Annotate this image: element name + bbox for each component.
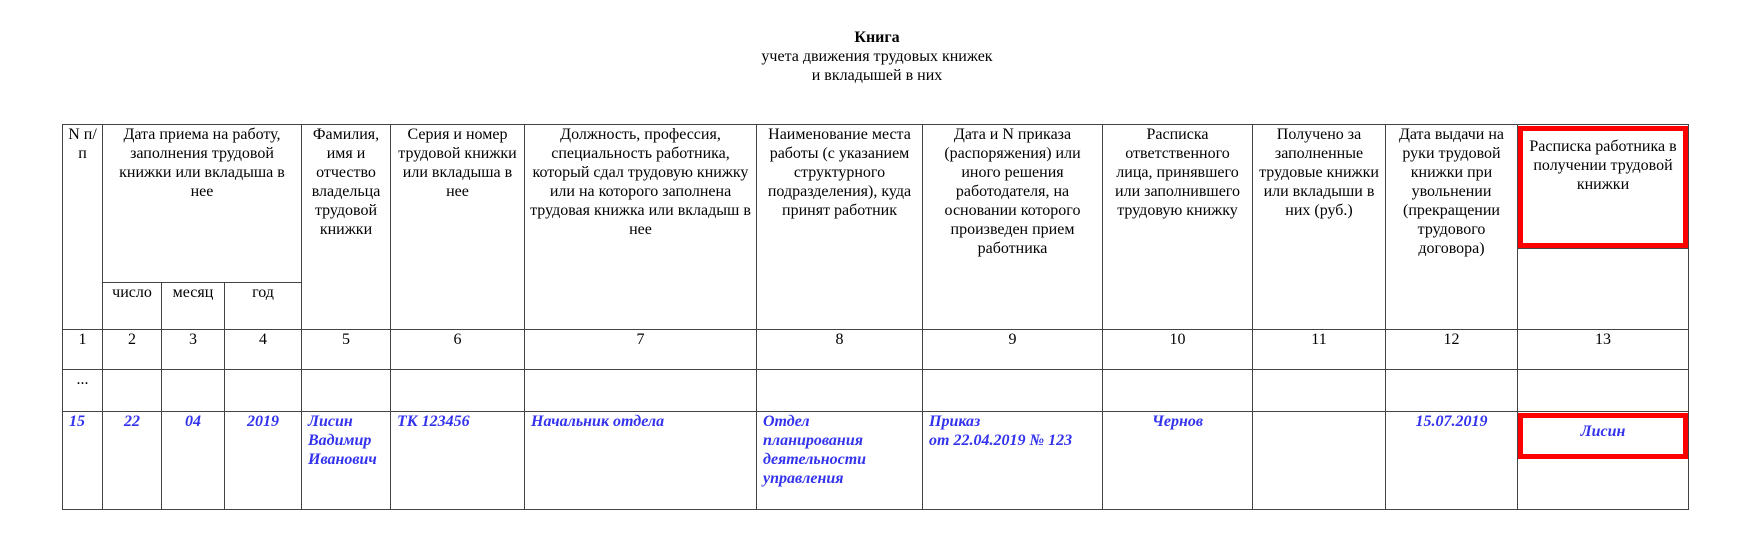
entry-signature: Лисин — [1580, 423, 1626, 440]
entry-row — [63, 412, 1689, 510]
entry-workplace-line: управления — [763, 470, 844, 487]
entry-workplace-line: деятельности — [763, 451, 867, 468]
empty-cell — [525, 370, 757, 412]
header-book-series: Серия и номер трудовой книжки или вкладыша в нее — [391, 125, 525, 330]
header-row — [63, 125, 1689, 283]
document-title — [0, 28, 1754, 85]
header-employee-receipt-label: Расписка работника в получении трудовой книжки — [1529, 138, 1677, 193]
entry-workplace-line: Отдел — [763, 413, 810, 430]
entry-day: 22 — [103, 412, 162, 510]
column-number: 11 — [1253, 330, 1386, 370]
entry-book-number: ТК 123456 — [391, 412, 525, 510]
column-number: 2 — [103, 330, 162, 370]
entry-issue-date: 15.07.2019 — [1386, 412, 1518, 510]
header-paid: Получено за заполненные трудовые книжки или вкладыши в них (руб.) — [1253, 125, 1386, 330]
column-number: 1 — [63, 330, 103, 370]
entry-signature-cell — [1518, 412, 1689, 510]
entry-order-title: Приказ — [929, 413, 981, 430]
empty-cell — [923, 370, 1103, 412]
empty-cell — [1518, 370, 1689, 412]
empty-cell — [162, 370, 225, 412]
subheader-month: месяц — [162, 283, 225, 330]
column-number-row — [63, 330, 1689, 370]
header-position: Должность, профессия, специальность работника, который сдал трудовую книжку или на которого заполнена трудовая книжка или вкладыш в нее — [525, 125, 757, 330]
header-employee-receipt — [1518, 125, 1689, 330]
title-line-3: и вкладышей в них — [811, 67, 943, 84]
entry-responsible: Чернов — [1103, 412, 1253, 510]
subheader-year: год — [225, 283, 302, 330]
header-employee-receipt-blank — [1518, 248, 1688, 295]
header-full-name: Фамилия, имя и отчество владельца трудовой книжки — [302, 125, 391, 330]
empty-cell — [1103, 370, 1253, 412]
column-number: 6 — [391, 330, 525, 370]
entry-workplace — [757, 412, 923, 510]
title-line-2: учета движения трудовых книжек — [761, 48, 993, 65]
empty-cell — [103, 370, 162, 412]
title-main: Книга — [854, 29, 900, 46]
column-number: 12 — [1386, 330, 1518, 370]
column-number: 5 — [302, 330, 391, 370]
column-number: 3 — [162, 330, 225, 370]
entry-month: 04 — [162, 412, 225, 510]
ellipsis-cell: ... — [63, 370, 103, 412]
entry-order — [923, 412, 1103, 510]
column-number: 4 — [225, 330, 302, 370]
entry-full-name — [302, 412, 391, 510]
entry-year: 2019 — [225, 412, 302, 510]
header-issue-date: Дата выдачи на руки трудовой книжки при увольнении (прекращении трудового договора) — [1386, 125, 1518, 330]
header-workplace: Наименование места работы (с указанием структурного подразделения), куда принят работник — [757, 125, 923, 330]
entry-paid — [1253, 412, 1386, 510]
entry-order-date: от 22.04.2019 № 123 — [929, 432, 1073, 449]
entry-patronymic: Иванович — [308, 451, 377, 468]
entry-workplace-line: планирования — [763, 432, 863, 449]
empty-cell — [757, 370, 923, 412]
empty-cell — [302, 370, 391, 412]
entry-surname: Лисин — [308, 413, 353, 430]
empty-cell — [391, 370, 525, 412]
entry-number: 15 — [63, 412, 103, 510]
entry-signature-blank — [1518, 456, 1688, 509]
entry-position: Начальник отдела — [525, 412, 757, 510]
column-number: 8 — [757, 330, 923, 370]
ellipsis-row — [63, 370, 1689, 412]
column-number: 9 — [923, 330, 1103, 370]
header-order: Дата и N приказа (распоряжения) или иного решения работодателя, на основании которого произведен прием работника — [923, 125, 1103, 330]
register-table — [62, 124, 1689, 510]
column-number: 10 — [1103, 330, 1253, 370]
entry-first-name: Вадимир — [308, 432, 372, 449]
subheader-day: число — [103, 283, 162, 330]
empty-cell — [1386, 370, 1518, 412]
header-responsible-receipt: Расписка ответственного лица, принявшего или заполнившего трудовую книжку — [1103, 125, 1253, 330]
column-number: 13 — [1518, 330, 1689, 370]
header-hire-date: Дата приема на работу, заполнения трудовой книжки или вкладыша в нее — [103, 125, 302, 283]
empty-cell — [225, 370, 302, 412]
header-number: N п/п — [63, 125, 103, 330]
column-number: 7 — [525, 330, 757, 370]
empty-cell — [1253, 370, 1386, 412]
